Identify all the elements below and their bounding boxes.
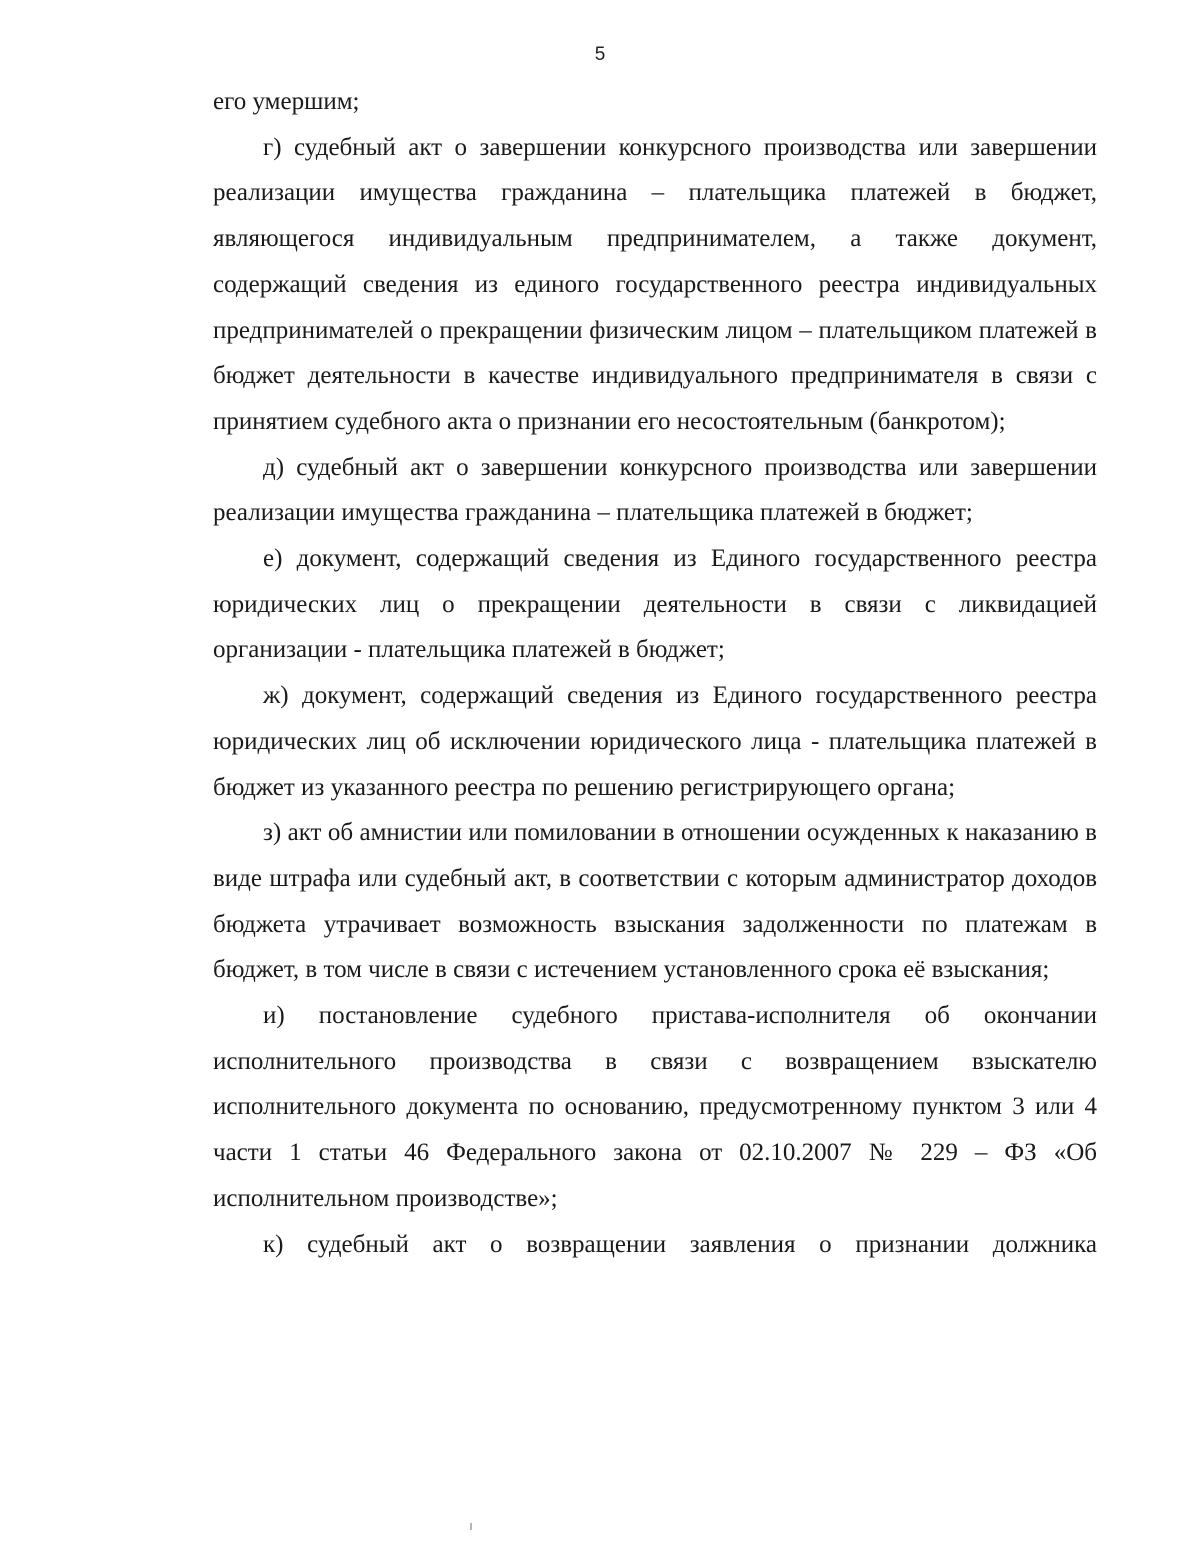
paragraph-item-z: з) акт об амнистии или помиловании в отношении осужденных к наказанию в виде штрафа или судебный акт, в соответствии с которым администратор доходов бюджета утрачивает возможность взыскания задолженности по платежам в бюджет, в том числе в связи с истечением установленного срока её взыскания; — [213, 819, 1097, 984]
paragraph-item-g: г) судебный акт о завершении конкурсного производства или завершении реализации имущества гражданина – плательщика платежей в бюджет, являющегося индивидуальным предпринимателем, а также документ, содержащий сведения из единого государственного реестра индивидуальных предпринимателей о прекращении физическим лицом – плательщиком платежей в бюджет деятельности в качестве индивидуального предпринимателя в связи с принятием судебного акта о признании его несостоятельным (банкротом); — [213, 133, 1097, 435]
scan-speck — [470, 1523, 472, 1530]
paragraph-item-zh: ж) документ, содержащий сведения из Единого государственного реестра юридических лиц об исключении юридического лица - плательщика платежей в бюджет из указанного реестра по решению регистрирующего органа; — [213, 682, 1097, 801]
paragraph-item-e: е) документ, содержащий сведения из Единого государственного реестра юридических лиц о прекращении деятельности в связи с ликвидацией организации - плательщика платежей в бюджет; — [213, 545, 1097, 664]
paragraph-item-d: д) судебный акт о завершении конкурсного производства или завершении реализации имущества гражданина – плательщика платежей в бюджет; — [213, 453, 1097, 527]
paragraph-continuation: его умершим; — [213, 88, 360, 115]
paragraph-item-i: и) постановление судебного пристава-исполнителя об окончании исполнительного производства в связи с возвращением взыскателю исполнительного документа по основанию, предусмотренному пунктом 3 или 4 части 1 статьи 46 Федерального закона от 02.10.2007 № 229 – ФЗ «Об исполнительном производстве»; — [213, 1002, 1097, 1212]
document-body — [213, 79, 1097, 1267]
paragraph-item-k: к) судебный акт о возвращении заявления о признании должника — [263, 1230, 1097, 1258]
page-number: 5 — [594, 44, 606, 65]
